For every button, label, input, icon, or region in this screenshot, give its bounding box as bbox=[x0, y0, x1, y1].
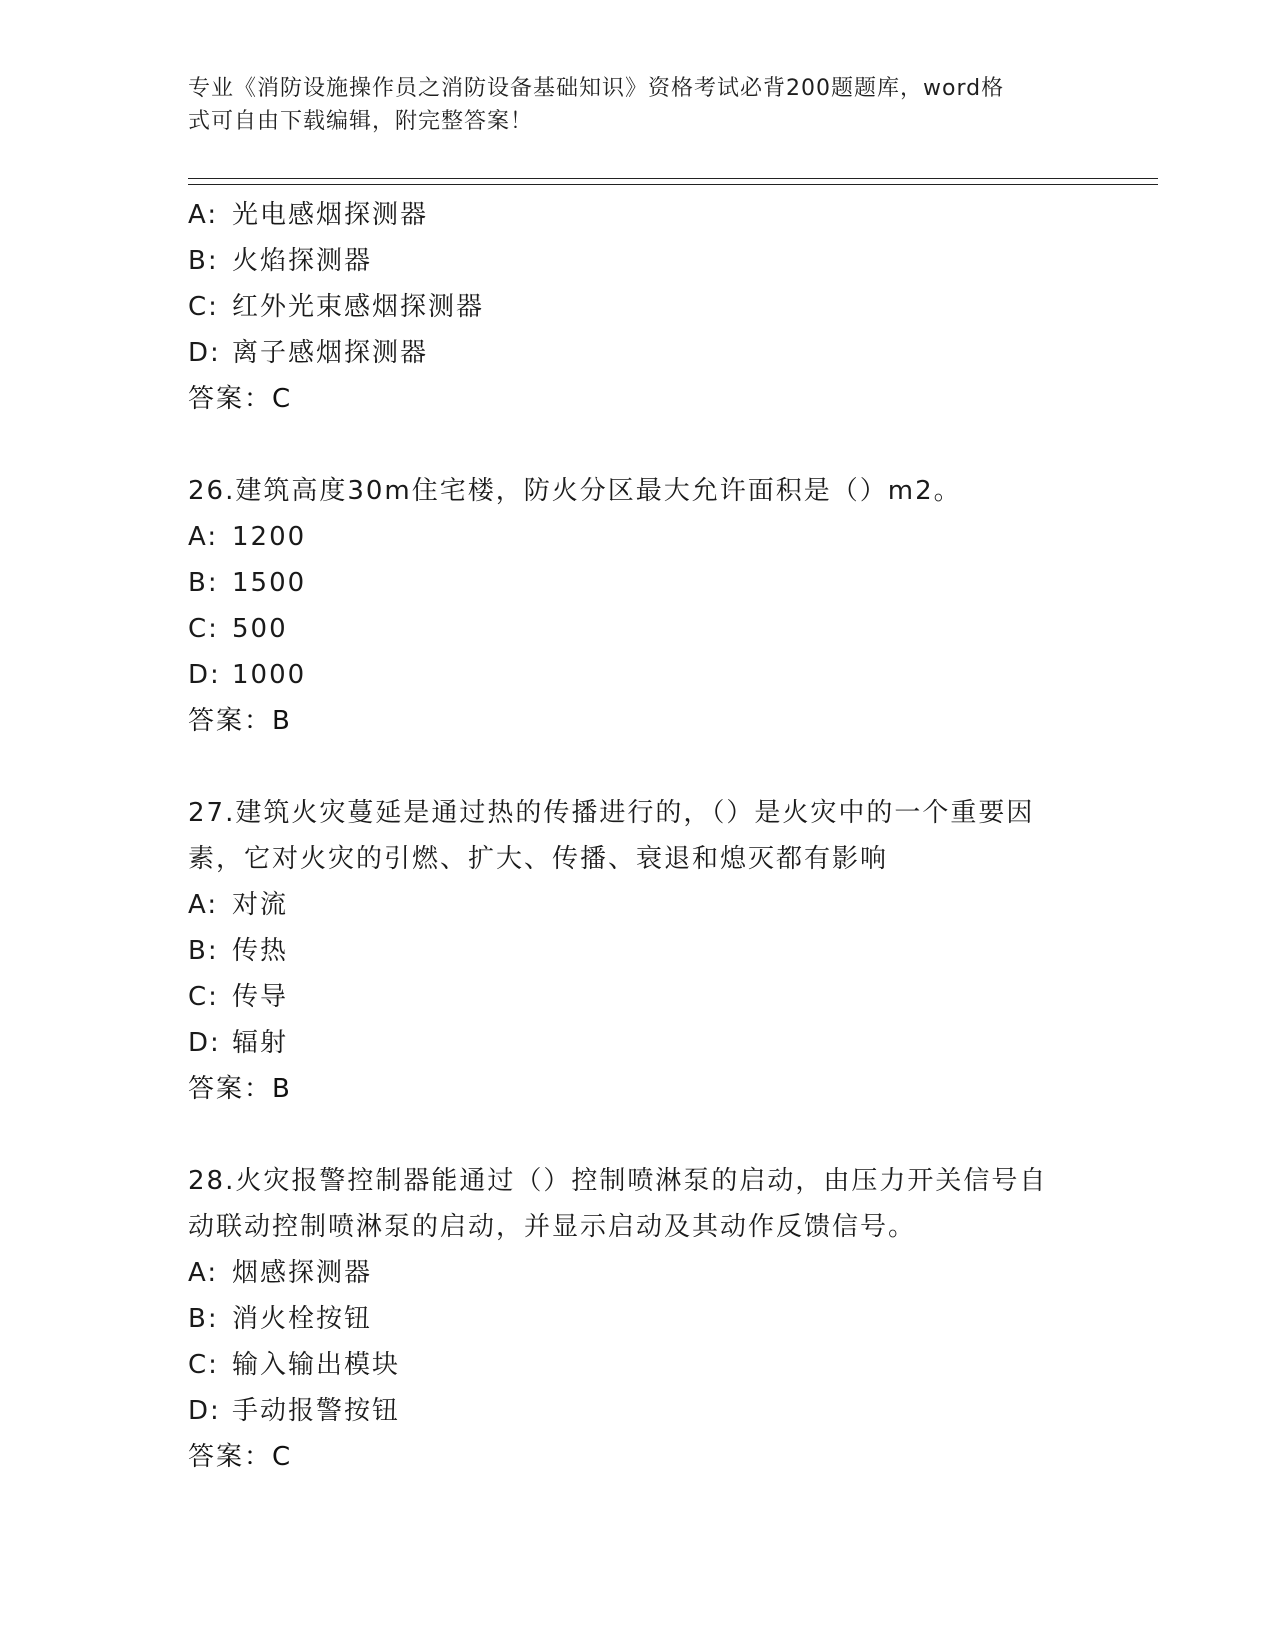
header-divider-bottom bbox=[188, 184, 1158, 185]
option-label: D: bbox=[188, 338, 221, 368]
option-c bbox=[188, 606, 1088, 652]
option-text: 红外光束感烟探测器 bbox=[232, 292, 485, 322]
option-label: D: bbox=[188, 660, 221, 690]
option-b bbox=[188, 238, 1088, 284]
option-label: A: bbox=[188, 200, 219, 230]
option-c bbox=[188, 1342, 1088, 1388]
option-text: 消火栓按钮 bbox=[232, 1304, 373, 1334]
question-26 bbox=[188, 468, 1088, 744]
option-d bbox=[188, 1020, 1088, 1066]
option-d bbox=[188, 330, 1088, 376]
option-text: 500 bbox=[232, 614, 288, 644]
option-label: D: bbox=[188, 1396, 221, 1426]
option-text: 1500 bbox=[232, 568, 307, 598]
option-label: A: bbox=[188, 522, 219, 552]
option-label: C: bbox=[188, 292, 219, 322]
option-a bbox=[188, 192, 1088, 238]
option-text: 光电感烟探测器 bbox=[232, 200, 429, 230]
option-text: 辐射 bbox=[232, 1028, 289, 1058]
answer-line: 答案：B bbox=[188, 706, 292, 736]
option-b bbox=[188, 560, 1088, 606]
option-text: 离子感烟探测器 bbox=[232, 338, 429, 368]
option-a bbox=[188, 1250, 1088, 1296]
option-text: 传热 bbox=[232, 936, 289, 966]
option-b bbox=[188, 1296, 1088, 1342]
option-text: 火焰探测器 bbox=[232, 246, 373, 276]
option-c bbox=[188, 284, 1088, 330]
answer-line: 答案：C bbox=[188, 384, 293, 414]
question-text-line: 27.建筑火灾蔓延是通过热的传播进行的，（）是火灾中的一个重要因 bbox=[188, 798, 1035, 828]
option-label: C: bbox=[188, 1350, 219, 1380]
option-c bbox=[188, 974, 1088, 1020]
carryover-question bbox=[188, 192, 1088, 422]
question-text-line: 动联动控制喷淋泵的启动，并显示启动及其动作反馈信号。 bbox=[188, 1212, 917, 1242]
document-header bbox=[188, 72, 1068, 138]
question-text-line: 素，它对火灾的引燃、扩大、传播、衰退和熄灭都有影响 bbox=[188, 844, 889, 874]
option-label: B: bbox=[188, 1304, 219, 1334]
answer-line: 答案：B bbox=[188, 1074, 292, 1104]
question-28 bbox=[188, 1158, 1088, 1480]
answer-line: 答案：C bbox=[188, 1442, 293, 1472]
option-d bbox=[188, 652, 1088, 698]
option-label: B: bbox=[188, 568, 219, 598]
header-title-line-2: 式可自由下载编辑，附完整答案！ bbox=[188, 109, 534, 134]
option-label: A: bbox=[188, 1258, 219, 1288]
option-text: 1200 bbox=[232, 522, 307, 552]
question-text-line: 28.火灾报警控制器能通过（）控制喷淋泵的启动，由压力开关信号自 bbox=[188, 1166, 1048, 1196]
option-a bbox=[188, 882, 1088, 928]
option-text: 输入输出模块 bbox=[232, 1350, 401, 1380]
header-title-line-1: 专业《消防设施操作员之消防设备基础知识》资格考试必背200题题库，word格 bbox=[188, 76, 1005, 101]
option-text: 对流 bbox=[232, 890, 289, 920]
option-text: 烟感探测器 bbox=[232, 1258, 373, 1288]
option-d bbox=[188, 1388, 1088, 1434]
option-label: D: bbox=[188, 1028, 221, 1058]
question-text-line: 26.建筑高度30m住宅楼，防火分区最大允许面积是（）m2。 bbox=[188, 476, 962, 506]
option-b bbox=[188, 928, 1088, 974]
question-27 bbox=[188, 790, 1088, 1112]
option-label: A: bbox=[188, 890, 219, 920]
option-label: B: bbox=[188, 936, 219, 966]
option-label: C: bbox=[188, 614, 219, 644]
option-label: C: bbox=[188, 982, 219, 1012]
header-divider-top bbox=[188, 178, 1158, 179]
option-label: B: bbox=[188, 246, 219, 276]
option-text: 手动报警按钮 bbox=[232, 1396, 401, 1426]
option-text: 1000 bbox=[232, 660, 307, 690]
option-a bbox=[188, 514, 1088, 560]
question-list bbox=[188, 192, 1088, 1480]
option-text: 传导 bbox=[232, 982, 289, 1012]
